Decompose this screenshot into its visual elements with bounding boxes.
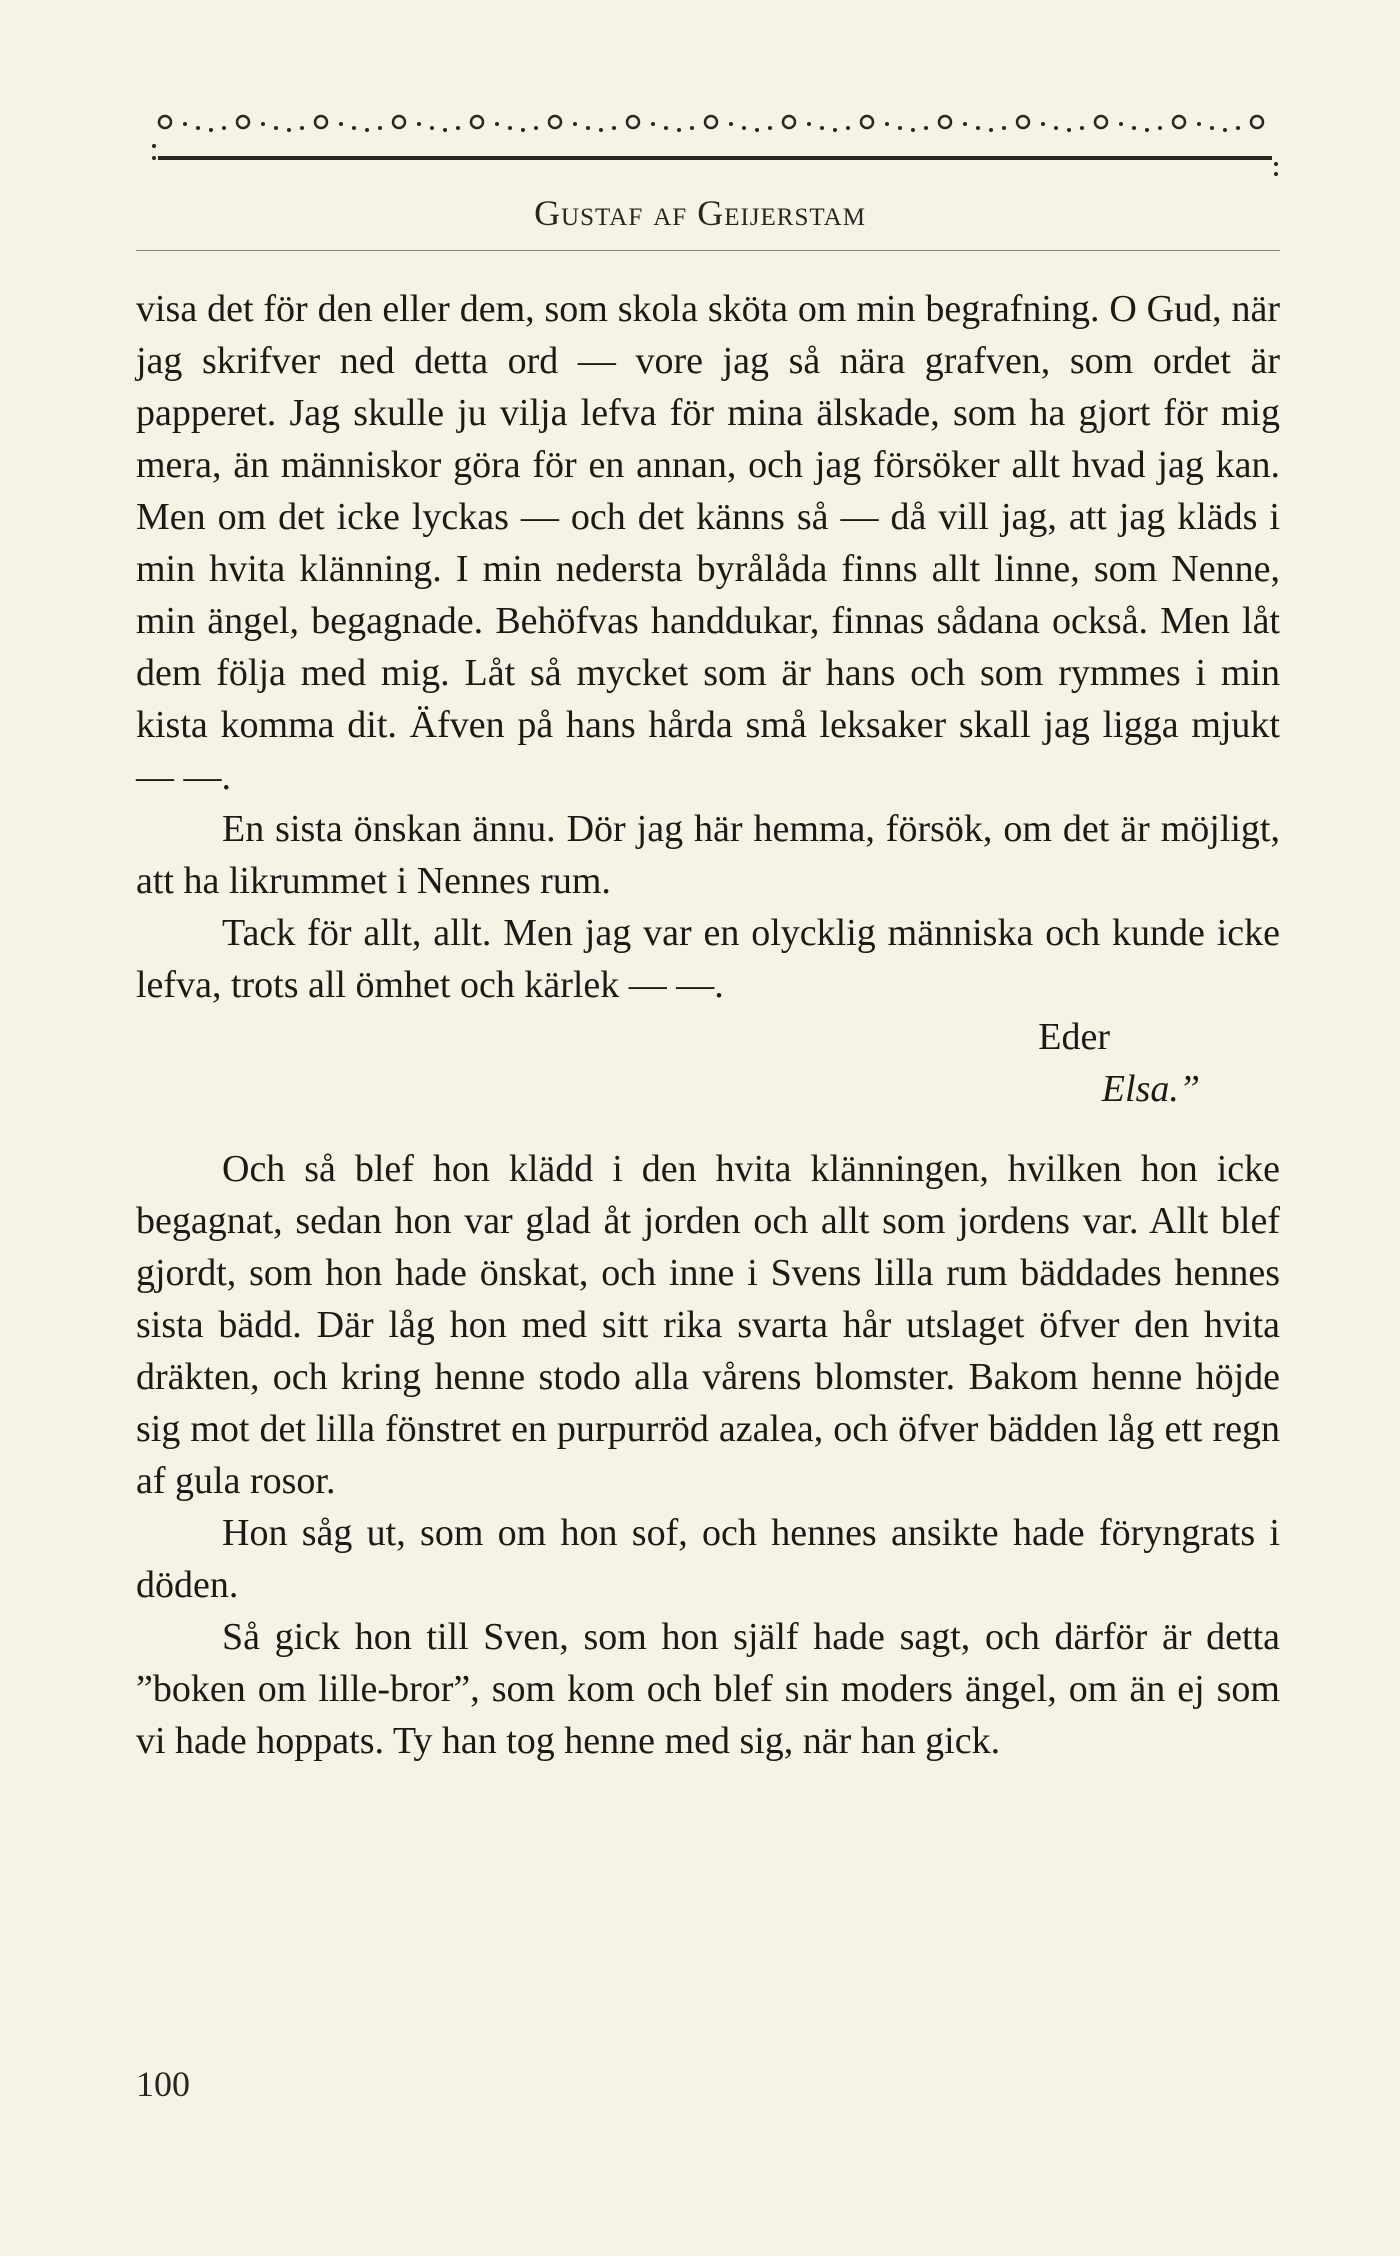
page-body [136,283,1280,1767]
header-divider [136,250,1280,251]
narrative-paragraph: Hon såg ut, som om hon sof, och hennes ansikte hade föryngrats i döden. [136,1512,1280,1606]
running-header: Gustaf af Geijerstam [534,193,866,233]
section-spacer [136,1115,1280,1143]
narrative-paragraph: Så gick hon till Sven, som hon själf hade sagt, och därför är detta ”boken om lille-bror”, som kom och blef sin moders ängel, om än ej som vi hade hoppats. Ty han tog henne med sig, när han gick. [136,1616,1280,1762]
letter-paragraph: visa det för den eller dem, som skola sköta om min begrafning. O Gud, när jag skrifver ned detta ord — vore jag så nära grafven, som ordet är papperet. Jag skulle ju vilja lefva för mina älskade, som ha gjort för mig mera, än människor göra för en annan, och jag försöker allt hvad jag kan. Men om det icke lyckas — och det känns så — då vill jag, att jag kläds i min hvita klänning. I min nedersta byrålåda finns allt linne, som Nenne, min ängel, begagnade. Behöfvas handdukar, finnas sådana också. Men låt dem följa med mig. Låt så mycket som är hans och som rymmes i min kista komma dit. Äfven på hans hårda små leksaker skall jag ligga mjukt — —. [136,288,1280,798]
letter-signature: Elsa.” [1101,1068,1200,1110]
letter-paragraph: Tack för allt, allt. Men jag var en olycklig människa och kunde icke lefva, trots all ömhet och kärlek — —. [136,912,1280,1006]
decorative-border-ornament [150,100,1280,180]
narrative-paragraph: Och så blef hon klädd i den hvita klänningen, hvilken hon icke begagnat, sedan hon var glad åt jorden och allt som jordens var. Allt blef gjordt, som hon hade önskat, och inne i Svens lilla rum bäddades hennes sista bädd. Där låg hon med sitt rika svarta hår utslaget öfver den hvita dräkten, och kring henne stodo alla vårens blomster. Bakom henne höjde sig mot det lilla fönstret en purpurröd azalea, och öfver bädden låg ett regn af gula rosor. [136,1148,1280,1502]
page-number: 100 [136,2064,190,2104]
letter-paragraph: En sista önskan ännu. Dör jag här hemma, försök, om det är möjligt, att ha likrummet i Nennes rum. [136,808,1280,902]
letter-closing: Eder [1038,1016,1110,1058]
